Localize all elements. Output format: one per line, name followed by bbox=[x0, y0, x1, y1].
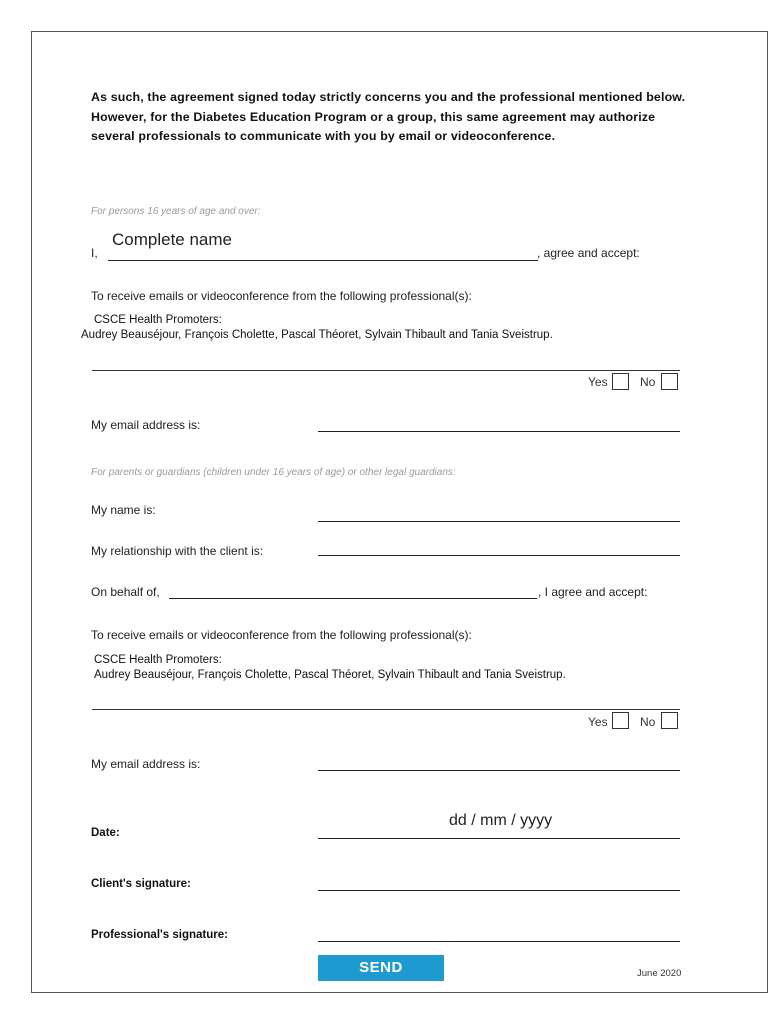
adult-section-note: For persons 16 years of age and over: bbox=[91, 206, 261, 217]
date-label: Date: bbox=[91, 827, 120, 839]
no-checkbox[interactable] bbox=[661, 373, 678, 390]
guardian-name-field[interactable] bbox=[318, 501, 680, 521]
guardian-email-field[interactable] bbox=[318, 749, 680, 769]
consent-form-page bbox=[31, 31, 768, 993]
intro-paragraph: As such, the agreement signed today strictly concerns you and the professional mentioned below. However, for the Diabetes Education Program or a group, this same agreement may authorize several professionals to communicate with you by email or videoconference. bbox=[91, 90, 686, 143]
promoters-names: Audrey Beauséjour, François Cholette, Pascal Théoret, Sylvain Thibault and Tania Sveistrup. bbox=[81, 329, 553, 341]
professional-signature-label: Professional's signature: bbox=[91, 929, 228, 941]
guardian-promoters-names: Audrey Beauséjour, François Cholette, Pascal Théoret, Sylvain Thibault and Tania Sveistrup. bbox=[94, 669, 566, 681]
date-field[interactable]: dd / mm / yyyy bbox=[449, 812, 553, 829]
guardian-name-underline bbox=[318, 521, 680, 522]
professional-signature-field[interactable] bbox=[318, 921, 680, 941]
guardian-email-underline bbox=[318, 770, 680, 771]
guardian-no-label: No bbox=[640, 715, 656, 729]
guardian-promoters-divider bbox=[92, 709, 680, 710]
date-underline bbox=[318, 838, 680, 839]
promoters-divider bbox=[92, 370, 680, 371]
email-field[interactable] bbox=[318, 410, 680, 430]
client-signature-field[interactable] bbox=[318, 870, 680, 890]
behalf-name-field[interactable] bbox=[169, 578, 537, 598]
footer-date: June 2020 bbox=[637, 968, 682, 979]
relationship-label: My relationship with the client is: bbox=[91, 544, 264, 558]
email-underline bbox=[318, 431, 680, 432]
guardian-yes-label: Yes bbox=[588, 715, 608, 729]
promoters-title: CSCE Health Promoters: bbox=[94, 314, 222, 326]
behalf-label: On behalf of, bbox=[91, 585, 160, 599]
no-label: No bbox=[640, 375, 656, 389]
complete-name-underline bbox=[108, 260, 538, 261]
send-button[interactable]: SEND bbox=[318, 955, 444, 981]
yes-checkbox[interactable] bbox=[612, 373, 629, 390]
guardian-promoters-title: CSCE Health Promoters: bbox=[94, 654, 222, 666]
relationship-underline bbox=[318, 555, 680, 556]
guardian-email-label: My email address is: bbox=[91, 757, 201, 771]
agree-accept-label: , agree and accept: bbox=[537, 246, 640, 260]
yes-label: Yes bbox=[588, 375, 608, 389]
guardian-agree-label: , I agree and accept: bbox=[538, 585, 648, 599]
guardian-section-note: For parents or guardians (children under 16 years of age) or other legal guardians: bbox=[91, 467, 456, 478]
guardian-name-label: My name is: bbox=[91, 503, 156, 517]
email-label: My email address is: bbox=[91, 418, 201, 432]
client-signature-label: Client's signature: bbox=[91, 878, 191, 890]
behalf-underline bbox=[169, 598, 537, 599]
guardian-receive-label: To receive emails or videoconference from the following professional(s): bbox=[91, 628, 472, 642]
complete-name-field[interactable]: Complete name bbox=[112, 230, 233, 249]
professional-signature-underline bbox=[318, 941, 680, 942]
receive-emails-label: To receive emails or videoconference from the following professional(s): bbox=[91, 289, 472, 303]
i-label: I, bbox=[91, 246, 98, 260]
guardian-yes-checkbox[interactable] bbox=[612, 712, 629, 729]
relationship-field[interactable] bbox=[318, 535, 680, 555]
guardian-no-checkbox[interactable] bbox=[661, 712, 678, 729]
client-signature-underline bbox=[318, 890, 680, 891]
